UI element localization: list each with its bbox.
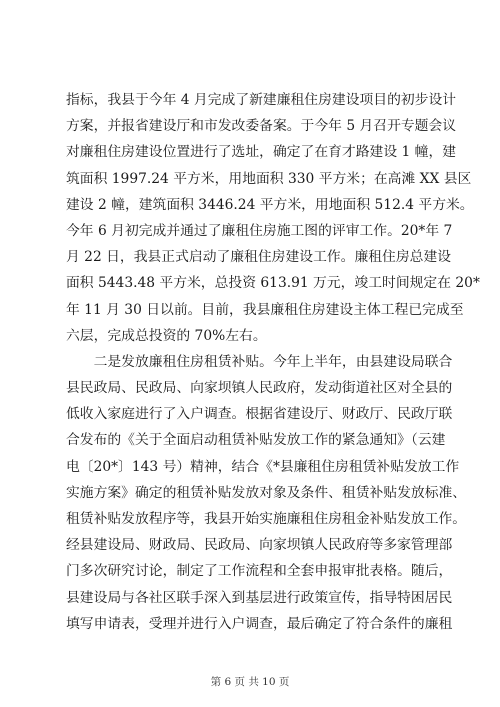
body-text xyxy=(66,87,480,637)
text-line: 合发布的《关于全面启动租赁补贴发放工作的紧急通知》（云建 xyxy=(66,432,446,449)
text-line: 筑面积 1997.24 平方米，用地面积 330 平方米；在高滩 XX 县区 xyxy=(66,170,472,187)
text-line: 填写申请表，受理并进行入户调查，最后确定了符合条件的廉租 xyxy=(66,615,453,632)
text-line: 方案，并报省建设厅和市发改委备案。于今年 5 月召开专题会议 xyxy=(66,118,457,135)
text-line: 年 11 月 30 日以前。目前，我县廉租住房建设主体工程已完成至 xyxy=(66,301,464,318)
text-line: 面积 5443.48 平方米，总投资 613.91 万元，竣工时间规定在 20* xyxy=(66,275,480,292)
text-line: 月 22 日，我县正式启动了廉租住房建设工作。廉租住房总建设 xyxy=(66,249,452,266)
text-line: 县民政局、民政局、向家坝镇人民政府，发动街道社区对全县的 xyxy=(66,380,453,397)
text-line: 县建设局与各社区联手深入到基层进行政策宣传，指导特困居民 xyxy=(66,589,453,606)
text-line: 建设 2 幢，建筑面积 3446.24 平方米，用地面积 512.4 平方米。 xyxy=(66,196,474,213)
text-line: 实施方案》确定的租赁补贴发放对象及条件、租赁补贴发放标准、 xyxy=(66,484,467,501)
text-line: 六层，完成总投资的 70%左右。 xyxy=(66,327,267,344)
text-line: 对廉租住房建设位置进行了选址，确定了在育才路建设 1 幢，建 xyxy=(66,144,457,161)
page-footer: 第 6 页 共 10 页 xyxy=(210,676,290,688)
text-line: 经县建设局、财政局、民政局、向家坝镇人民政府等多家管理部 xyxy=(66,537,453,554)
text-line: 电〔20*〕143 号）精神，结合《*县廉租住房租赁补贴发放工作 xyxy=(66,458,460,475)
text-line: 低收入家庭进行了入户调查。根据省建设厅、财政厅、民政厅联 xyxy=(66,406,453,423)
text-line: 今年 6 月初完成并通过了廉租住房施工图的评审工作。20*年 7 xyxy=(66,222,453,239)
text-line: 指标，我县于今年 4 月完成了新建廉租住房建设项目的初步设计 xyxy=(66,92,457,108)
text-line: 租赁补贴发放程序等，我县开始实施廉租住房租金补贴发放工作。 xyxy=(66,511,467,527)
text-line: 二是发放廉租住房租赁补贴。今年上半年，由县建设局联合 xyxy=(66,353,453,370)
text-line: 门多次研究讨论，制定了工作流程和全套申报审批表格。随后， xyxy=(66,563,453,580)
